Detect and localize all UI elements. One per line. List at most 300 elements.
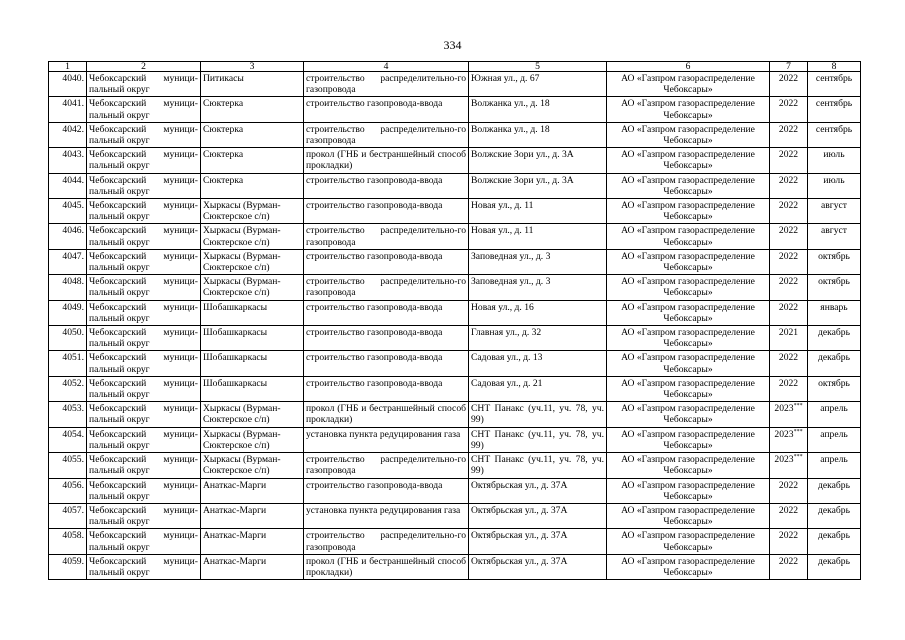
organization-cell-text: АО «Газпром газораспределение Чебоксары» [621,73,755,96]
address-cell [469,122,607,147]
locality-cell-text: Хыркасы (Вурман-Сюктерское с/п) [203,200,281,223]
month-cell-text: декабрь [818,504,850,516]
month-cell [808,351,861,376]
district-cell-text: Чебоксарский муници-пальный округ [89,555,198,578]
table-row [49,427,861,452]
year-cell [770,275,808,300]
table-row [49,300,861,325]
column-header: 8 [808,62,861,72]
address-cell [469,173,607,198]
address-cell-text: Новая ул., д. 16 [471,301,534,313]
locality-cell [201,478,304,503]
organization-cell-text: АО «Газпром газораспределение Чебоксары» [621,454,755,477]
row-number [49,173,87,198]
address-cell-text: Октябрьская ул., д. 37А [471,504,568,516]
address-cell-text: Октябрьская ул., д. 37А [471,479,568,491]
locality-cell-text: Хыркасы (Вурман-Сюктерское с/п) [203,250,281,274]
district-cell-text: Чебоксарский муници-пальный округ [89,428,198,451]
district-cell [87,554,201,579]
year-cell-text: 2022 [778,530,799,542]
table-row [49,173,861,198]
work-type-cell-text: строительство газопровода-ввода [306,200,443,212]
district-cell-text: Чебоксарский муници-пальный округ [89,123,198,147]
address-cell [469,478,607,503]
locality-cell-text: Хыркасы (Вурман-Сюктерское с/п) [203,403,281,426]
organization-cell [607,249,770,274]
row-number-text: 4058. [62,530,84,542]
district-cell-text: Чебоксарский муници-пальный округ [89,276,198,299]
organization-cell-text: АО «Газпром газораспределение Чебоксары» [621,301,755,324]
month-cell [808,503,861,528]
district-cell [87,503,201,528]
locality-cell-text: Сюктерка [203,123,244,135]
year-cell-text: 2022 [778,555,799,567]
work-type-cell [304,122,469,147]
address-cell-text: Южная ул., д. 67 [471,73,540,84]
year-cell [770,402,808,427]
month-cell-text: апрель [820,403,848,415]
month-cell-text: декабрь [818,479,850,491]
district-cell-text: Чебоксарский муници-пальный округ [89,149,198,172]
organization-cell [607,199,770,224]
locality-cell [201,275,304,300]
district-cell [87,249,201,274]
year-cell [770,97,808,122]
month-cell [808,478,861,503]
organization-cell [607,529,770,554]
organization-cell [607,97,770,122]
organization-cell [607,402,770,427]
year-cell [770,326,808,351]
locality-cell [201,249,304,274]
district-cell [87,529,201,554]
work-type-cell-text: строительство газопровода-ввода [306,174,443,186]
address-cell [469,275,607,300]
address-cell [469,199,607,224]
month-cell-text: декабрь [818,352,850,364]
address-cell [469,427,607,452]
year-cell-text: 2023 [774,454,794,466]
address-cell-text: Садовая ул., д. 13 [471,352,543,364]
address-cell-text: Заповедная ул., д. 3 [471,276,551,288]
month-cell-text: январь [820,301,848,313]
locality-cell [201,224,304,249]
table-row [49,97,861,122]
locality-cell [201,148,304,173]
year-cell [770,122,808,147]
address-cell [469,529,607,554]
locality-cell-text: Анаткас-Марги [203,504,267,516]
work-type-cell-text: строительство распределительно-го газопровода [306,225,466,248]
month-cell [808,199,861,224]
district-cell-text: Чебоксарский муници-пальный округ [89,377,198,401]
work-type-cell-text: строительство газопровода-ввода [306,479,443,491]
organization-cell-text: АО «Газпром газораспределение Чебоксары» [621,149,755,172]
month-cell [808,529,861,554]
locality-cell [201,402,304,427]
organization-cell [607,351,770,376]
row-number-text: 4043. [62,149,84,161]
work-type-cell [304,275,469,300]
year-cell-text: 2022 [778,149,799,161]
work-type-cell-text: прокол (ГНБ и бестраншейный способ прокладки) [306,149,466,172]
work-type-cell-text: строительство газопровода-ввода [306,327,443,339]
locality-cell-text: Питикасы [203,73,244,84]
year-cell [770,300,808,325]
address-cell-text: Волжские Зори ул., д. 3А [471,174,574,186]
row-number-text: 4057. [62,504,84,516]
year-cell [770,72,808,97]
year-cell [770,376,808,401]
table-row [49,275,861,300]
district-cell [87,402,201,427]
row-number-text: 4046. [62,225,84,237]
work-type-cell-text: строительство газопровода-ввода [306,301,443,313]
work-type-cell [304,326,469,351]
address-cell [469,148,607,173]
locality-cell-text: Хыркасы (Вурман-Сюктерское с/п) [203,225,281,248]
district-cell-text: Чебоксарский муници-пальный округ [89,200,198,223]
address-cell-text: Новая ул., д. 11 [471,225,534,237]
row-number-text: 4040. [62,73,84,84]
work-type-cell-text: строительство газопровода-ввода [306,98,443,110]
work-type-cell [304,199,469,224]
district-cell-text: Чебоксарский муници-пальный округ [89,301,198,324]
row-number-text: 4042. [62,123,84,135]
district-cell [87,478,201,503]
work-type-cell [304,351,469,376]
work-type-cell [304,72,469,97]
month-cell-text: октябрь [818,377,850,389]
locality-cell [201,199,304,224]
month-cell [808,326,861,351]
address-cell-text: Волжские Зори ул., д. 3А [471,149,574,161]
organization-cell [607,148,770,173]
work-type-cell [304,97,469,122]
year-footnote-mark: *** [793,403,803,410]
locality-cell [201,351,304,376]
address-cell [469,326,607,351]
organization-cell-text: АО «Газпром газораспределение Чебоксары» [621,530,755,553]
work-type-cell [304,249,469,274]
locality-cell [201,326,304,351]
month-cell [808,249,861,274]
district-cell [87,72,201,97]
organization-cell [607,300,770,325]
address-cell [469,224,607,249]
work-type-cell [304,173,469,198]
district-cell [87,97,201,122]
month-cell [808,376,861,401]
row-number-text: 4056. [62,479,84,491]
month-cell-text: сентябрь [815,98,853,110]
year-cell [770,148,808,173]
table-row [49,402,861,427]
organization-cell-text: АО «Газпром газораспределение Чебоксары» [621,504,755,528]
address-cell [469,453,607,478]
month-cell-text: декабрь [818,327,850,339]
column-header: 1 [49,62,87,72]
work-type-cell-text: установка пункта редуцирования газа [306,504,461,516]
work-type-cell-text: строительство распределительно-го газопровода [306,123,466,147]
table-row [49,122,861,147]
column-header: 6 [607,62,770,72]
locality-cell-text: Шобашкаркасы [203,327,268,339]
district-cell [87,224,201,249]
row-number-text: 4055. [62,454,84,466]
district-cell [87,300,201,325]
row-number-text: 4047. [62,250,84,262]
work-type-cell-text: строительство распределительно-го газопровода [306,276,466,299]
year-footnote-mark: *** [793,428,803,435]
organization-cell [607,427,770,452]
work-type-cell [304,529,469,554]
address-cell [469,72,607,97]
month-cell [808,275,861,300]
address-cell-text: Волжанка ул., д. 18 [471,123,550,135]
work-type-cell [304,453,469,478]
district-cell [87,148,201,173]
organization-cell [607,224,770,249]
locality-cell-text: Шобашкаркасы [203,377,268,389]
row-number [49,478,87,503]
year-cell [770,173,808,198]
month-cell-text: август [821,200,847,212]
address-cell-text: Октябрьская ул., д. 37А [471,555,568,567]
month-cell [808,300,861,325]
district-cell-text: Чебоксарский муници-пальный округ [89,352,198,375]
district-cell-text: Чебоксарский муници-пальный округ [89,73,198,96]
row-number [49,376,87,401]
year-cell-text: 2022 [778,377,799,389]
year-cell [770,199,808,224]
locality-cell [201,300,304,325]
month-cell-text: апрель [820,428,848,440]
organization-cell [607,72,770,97]
locality-cell [201,529,304,554]
table-row [49,199,861,224]
locality-cell-text: Анаткас-Марги [203,479,267,491]
address-cell-text: Новая ул., д. 11 [471,200,534,212]
page-number: 334 [443,38,462,52]
locality-cell-text: Хыркасы (Вурман-Сюктерское с/п) [203,454,281,477]
table-row [49,478,861,503]
year-cell-text: 2022 [778,225,799,237]
locality-cell [201,72,304,97]
organization-cell-text: АО «Газпром газораспределение Чебоксары» [621,377,755,401]
row-number [49,224,87,249]
year-cell [770,503,808,528]
locality-cell-text: Анаткас-Марги [203,555,267,567]
table-row [49,529,861,554]
organization-cell-text: АО «Газпром газораспределение Чебоксары» [621,174,755,197]
row-number [49,427,87,452]
month-cell-text: сентябрь [815,73,853,84]
district-cell-text: Чебоксарский муници-пальный округ [89,174,198,197]
year-cell-text: 2022 [778,276,799,288]
year-cell [770,351,808,376]
row-number-text: 4059. [62,555,84,567]
address-cell-text: Волжанка ул., д. 18 [471,98,550,110]
work-type-cell-text: прокол (ГНБ и бестраншейный способ прокладки) [306,555,466,578]
organization-cell-text: АО «Газпром газораспределение Чебоксары» [621,555,755,578]
year-cell-text: 2022 [778,301,799,313]
month-cell [808,72,861,97]
row-number [49,529,87,554]
organization-cell-text: АО «Газпром газораспределение Чебоксары» [621,250,755,274]
organization-cell-text: АО «Газпром газораспределение Чебоксары» [621,403,755,426]
organization-cell [607,478,770,503]
column-header: 3 [201,62,304,72]
district-cell-text: Чебоксарский муници-пальный округ [89,403,198,426]
month-cell-text: сентябрь [815,123,853,135]
district-cell-text: Чебоксарский муници-пальный округ [89,98,198,121]
table-row [49,249,861,274]
row-number [49,97,87,122]
district-cell-text: Чебоксарский муници-пальный округ [89,454,198,477]
table-row [49,224,861,249]
row-number [49,72,87,97]
organization-cell [607,554,770,579]
address-cell-text: СНТ Панакс (уч.11, уч. 78, уч. 99) [471,403,604,426]
work-type-cell-text: строительство газопровода-ввода [306,250,443,262]
district-cell [87,275,201,300]
month-cell-text: июль [823,174,845,186]
address-cell [469,376,607,401]
address-cell-text: Главная ул., д. 32 [471,327,542,339]
organization-cell-text: АО «Газпром газораспределение Чебоксары» [621,200,755,223]
district-cell [87,376,201,401]
table-row [49,503,861,528]
year-cell-text: 2022 [778,98,799,110]
row-number [49,148,87,173]
year-cell-text: 2023 [774,428,794,440]
row-number [49,453,87,478]
work-type-cell [304,503,469,528]
district-cell [87,427,201,452]
row-number [49,249,87,274]
work-type-cell-text: строительство газопровода-ввода [306,352,443,364]
organization-cell-text: АО «Газпром газораспределение Чебоксары» [621,276,755,299]
organization-cell [607,503,770,528]
month-cell-text: июль [823,149,845,161]
year-cell-text: 2022 [778,174,799,186]
district-cell-text: Чебоксарский муници-пальный округ [89,530,198,553]
locality-cell [201,554,304,579]
locality-cell-text: Хыркасы (Вурман-Сюктерское с/п) [203,428,281,451]
row-number-text: 4051. [62,352,84,364]
address-cell [469,249,607,274]
row-number [49,326,87,351]
district-cell-text: Чебоксарский муници-пальный округ [89,479,198,502]
year-cell-text: 2022 [778,200,799,212]
row-number-text: 4041. [62,98,84,110]
work-type-cell-text: строительство распределительно-го газопровода [306,454,466,477]
organization-cell [607,173,770,198]
column-header: 2 [87,62,201,72]
address-cell [469,351,607,376]
district-cell-text: Чебоксарский муници-пальный округ [89,504,198,528]
locality-cell [201,453,304,478]
work-type-cell-text: строительство распределительно-го газопровода [306,73,466,96]
year-cell [770,529,808,554]
year-cell [770,453,808,478]
month-cell [808,148,861,173]
work-type-cell-text: прокол (ГНБ и бестраншейный способ прокладки) [306,403,466,426]
locality-cell-text: Шобашкаркасы [203,352,268,364]
locality-cell-text: Сюктерка [203,149,244,161]
month-cell-text: декабрь [818,530,850,542]
year-cell [770,427,808,452]
address-cell-text: СНТ Панакс (уч.11, уч. 78, уч. 99) [471,454,604,477]
row-number [49,300,87,325]
month-cell [808,453,861,478]
row-number-text: 4052. [62,377,84,389]
year-cell [770,224,808,249]
month-cell-text: апрель [820,454,848,466]
table-row [49,376,861,401]
row-number [49,351,87,376]
district-cell [87,199,201,224]
table-header-row [49,62,861,72]
year-cell-text: 2022 [778,504,799,516]
row-number-text: 4044. [62,174,84,186]
organization-cell-text: АО «Газпром газораспределение Чебоксары» [621,479,755,502]
row-number [49,554,87,579]
district-cell-text: Чебоксарский муници-пальный округ [89,250,198,274]
month-cell [808,97,861,122]
year-cell-text: 2022 [778,479,799,491]
row-number-text: 4050. [62,327,84,339]
organization-cell [607,275,770,300]
locality-cell [201,376,304,401]
register-table [48,61,861,580]
year-cell [770,249,808,274]
row-number-text: 4054. [62,428,84,440]
organization-cell-text: АО «Газпром газораспределение Чебоксары» [621,428,755,451]
month-cell [808,122,861,147]
year-cell-text: 2022 [778,73,799,84]
district-cell [87,173,201,198]
district-cell-text: Чебоксарский муници-пальный округ [89,327,198,350]
address-cell-text: Садовая ул., д. 21 [471,377,543,389]
work-type-cell [304,148,469,173]
organization-cell [607,326,770,351]
work-type-cell-text: установка пункта редуцирования газа [306,428,461,440]
month-cell [808,224,861,249]
column-header: 4 [304,62,469,72]
locality-cell [201,427,304,452]
locality-cell-text: Анаткас-Марги [203,530,267,542]
table-row [49,453,861,478]
year-cell [770,554,808,579]
row-number [49,503,87,528]
table-row [49,351,861,376]
locality-cell [201,173,304,198]
address-cell-text: Октябрьская ул., д. 37А [471,530,568,542]
row-number-text: 4049. [62,301,84,313]
address-cell [469,300,607,325]
work-type-cell [304,402,469,427]
column-header: 7 [770,62,808,72]
year-cell-text: 2022 [778,352,799,364]
row-number-text: 4045. [62,200,84,212]
address-cell [469,554,607,579]
locality-cell [201,122,304,147]
table-row [49,554,861,579]
address-cell-text: СНТ Панакс (уч.11, уч. 78, уч. 99) [471,428,604,451]
organization-cell [607,453,770,478]
